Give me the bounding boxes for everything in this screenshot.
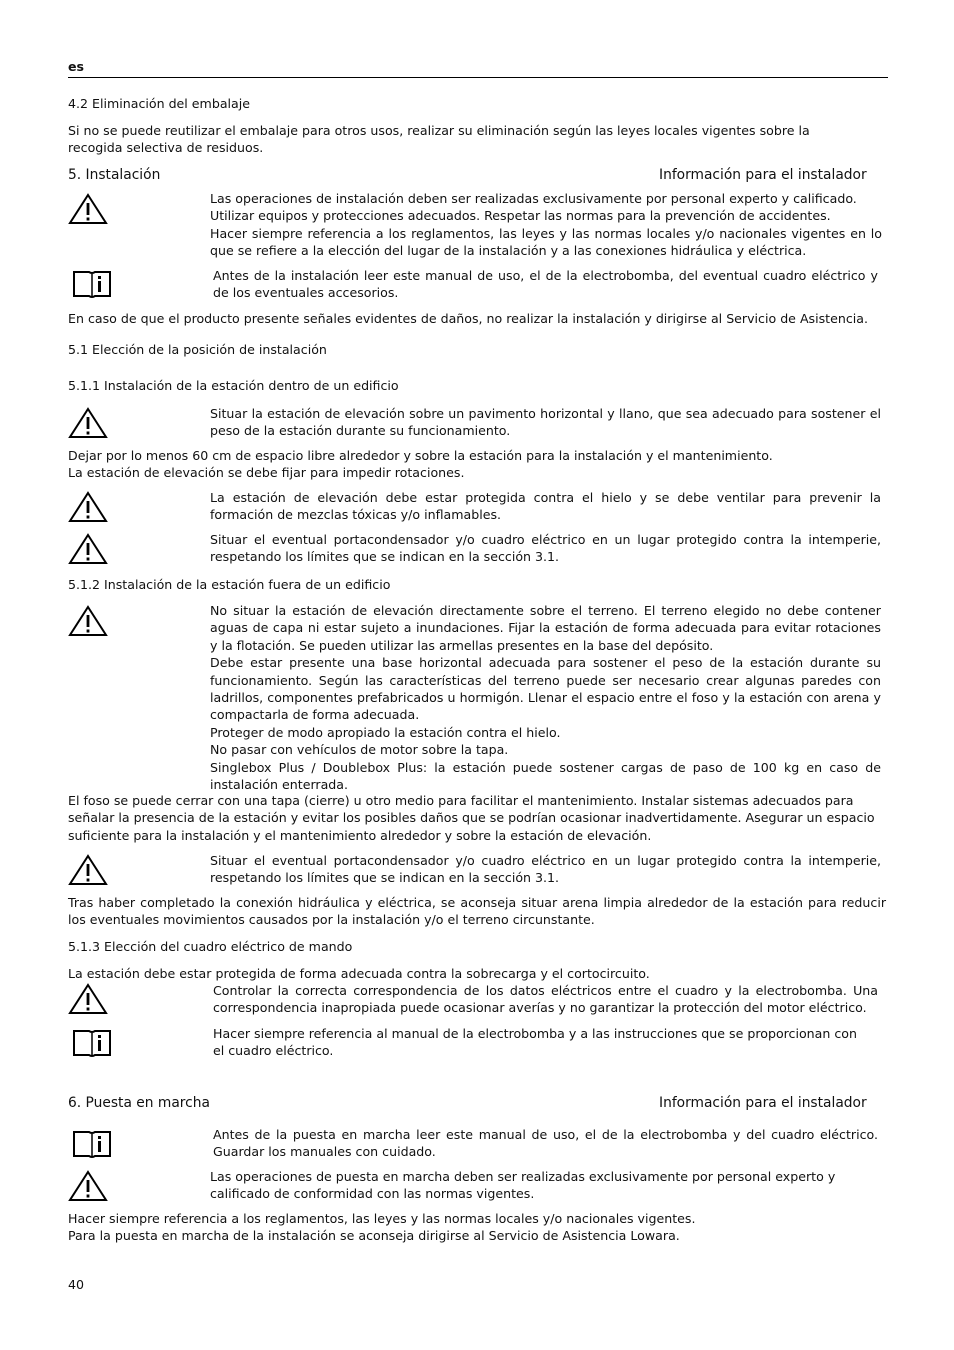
section-5-1-2-title: 5.1.2 Instalación de la estación fuera de un edificio — [68, 577, 391, 592]
section-5-title: 5. Instalación — [68, 167, 161, 183]
warning-icon — [68, 1170, 108, 1202]
language-code: es — [68, 59, 85, 74]
section-5-1-1-paragraph — [68, 447, 888, 482]
warning-icon — [68, 491, 108, 523]
section-4-2-paragraph: Si no se puede reutilizar el embalaje para otros usos, realizar su eliminación según las leyes locales vigentes sobre la recogida selectiva de residuos. — [68, 123, 810, 156]
warning-icon — [68, 407, 108, 439]
warning-icon — [68, 193, 108, 225]
warning-text: Hacer siempre referencia a los reglamentos, las leyes y las normas locales y/o nacionales vigentes en lo que se refiere a la elección del lugar de la instalación y a las conexiones hidráulica y eléctrica. — [210, 225, 882, 259]
paragraph-line: Dejar por lo menos 60 cm de espacio libre alrededor y sobre la estación para la instalación y el mantenimiento. — [68, 448, 773, 463]
section-6-warning: Las operaciones de puesta en marcha deben ser realizadas exclusivamente por personal experto y calificado de conformidad con las normas vigentes. — [210, 1169, 836, 1202]
warning-text: Proteger de modo apropiado la estación contra el hielo. — [210, 724, 561, 740]
section-6-title: 6. Puesta en marcha — [68, 1095, 210, 1111]
section-5-1-3-info-text: Hacer siempre referencia al manual de la electrobomba y a las instrucciones que se proporcionan con el cuadro eléctrico. — [213, 1026, 857, 1059]
section-5-1-2-paragraph-2: Tras haber completado la conexión hidráulica y eléctrica, se aconseja situar arena limpia alrededor de la estación para reducir los eventuales movimientos causados por la instalación y/o el terreno circunstante. — [68, 895, 886, 928]
section-5-1-2-warning-block — [210, 602, 881, 793]
section-5-1-3-warning: Controlar la correcta correspondencia de los datos eléctricos entre el cuadro y la electrobomba. Una correspondencia inapropiada puede ocasionar averías y no garantizar la protección del motor eléctrico. — [213, 983, 878, 1016]
section-5-1-3-paragraph: La estación debe estar protegida de forma adecuada contra la sobrecarga y el cortocircuito. — [68, 966, 650, 981]
section-5-1-1-warning-2: La estación de elevación debe estar protegida contra el hielo y se debe ventilar para prevenir la formación de mezclas tóxicas y/o inflamables. — [210, 490, 881, 523]
section-5-audience: Información para el instalador — [659, 167, 867, 183]
manual-info-icon — [72, 268, 112, 300]
warning-text: Debe estar presente una base horizontal adecuada para sostener el peso de la estación durante su funcionamiento. Según las características del terreno puede ser necesario crear algunas paredes con ladrillos, componentes prefabricados u hormigón. Llenar el espacio entre el foso y la estación con arena y compactarla de forma adecuada. — [210, 655, 881, 723]
section-6-paragraph — [68, 1210, 888, 1245]
paragraph-line: Para la puesta en marcha de la instalación se aconseja dirigirse al Servicio de Asistencia Lowara. — [68, 1228, 680, 1244]
manual-info-icon — [72, 1128, 112, 1160]
warning-icon — [68, 533, 108, 565]
section-6-info-text: Antes de la puesta en marcha leer este manual de uso, el de la electrobomba y del cuadro eléctrico. Guardar los manuales con cuidado. — [213, 1127, 878, 1160]
section-5-1-1-warning-3: Situar el eventual portacondensador y/o cuadro eléctrico en un lugar protegido contra la intemperie, respetando los límites que se indican en la sección 3.1. — [210, 532, 881, 565]
warning-text: Singlebox Plus / Doublebox Plus: la estación puede sostener cargas de paso de 100 kg en caso de instalación enterrada. — [210, 759, 881, 793]
warning-text: Utilizar equipos y protecciones adecuados. Respetar las normas para la prevención de accidentes. — [210, 208, 831, 224]
section-5-info-text: Antes de la instalación leer este manual de uso, el de la electrobomba, del eventual cuadro eléctrico y de los eventuales accesorios. — [213, 268, 878, 301]
section-5-1-3-title: 5.1.3 Elección del cuadro eléctrico de mando — [68, 939, 353, 954]
paragraph-line: La estación de elevación se debe fijar para impedir rotaciones. — [68, 465, 465, 481]
warning-text: No pasar con vehículos de motor sobre la tapa. — [210, 742, 509, 758]
section-5-paragraph: En caso de que el producto presente señales evidentes de daños, no realizar la instalación y dirigirse al Servicio de Asistencia. — [68, 311, 868, 326]
section-5-1-2-warning-2: Situar el eventual portacondensador y/o cuadro eléctrico en un lugar protegido contra la intemperie, respetando los límites que se indican en la sección 3.1. — [210, 853, 881, 886]
section-5-1-2-paragraph-1: El foso se puede cerrar con una tapa (cierre) u otro medio para facilitar el mantenimiento. Instalar sistemas adecuados para señalar la presencia de la estación y evitar los posibles daños que se podrían ocasionar inadvertidamente. Asegurar un espacio suficiente para la instalación y el mantenimiento alrededor y sobre la estación de elevación. — [68, 793, 875, 843]
warning-text: No situar la estación de elevación directamente sobre el terreno. El terreno elegido no debe contener aguas de capa ni estar sujeto a inundaciones. Fijar la estación de forma adecuada para evitar rotaciones y la flotación. Se pueden utilizar las armellas presentes en la base del depósito. — [210, 603, 881, 653]
section-6-audience: Información para el instalador — [659, 1095, 867, 1111]
warning-text: Las operaciones de instalación deben ser realizadas exclusivamente por personal experto y calificado. — [210, 191, 857, 206]
paragraph-line: Hacer siempre referencia a los reglamentos, las leyes y las normas locales y/o nacionales vigentes. — [68, 1211, 696, 1226]
warning-icon — [68, 854, 108, 886]
section-4-2-title: 4.2 Eliminación del embalaje — [68, 96, 251, 111]
section-5-1-1-warning-1: Situar la estación de elevación sobre un pavimento horizontal y llano, que sea adecuado para sostener el peso de la estación durante su funcionamiento. — [210, 406, 881, 439]
warning-icon — [68, 605, 108, 637]
manual-info-icon — [72, 1027, 112, 1059]
section-5-warning-block — [210, 190, 882, 260]
section-5-1-title: 5.1 Elección de la posición de instalación — [68, 342, 327, 357]
warning-icon — [68, 983, 108, 1015]
page-number: 40 — [68, 1277, 85, 1292]
header-rule — [68, 77, 888, 78]
section-5-1-1-title: 5.1.1 Instalación de la estación dentro de un edificio — [68, 378, 399, 393]
